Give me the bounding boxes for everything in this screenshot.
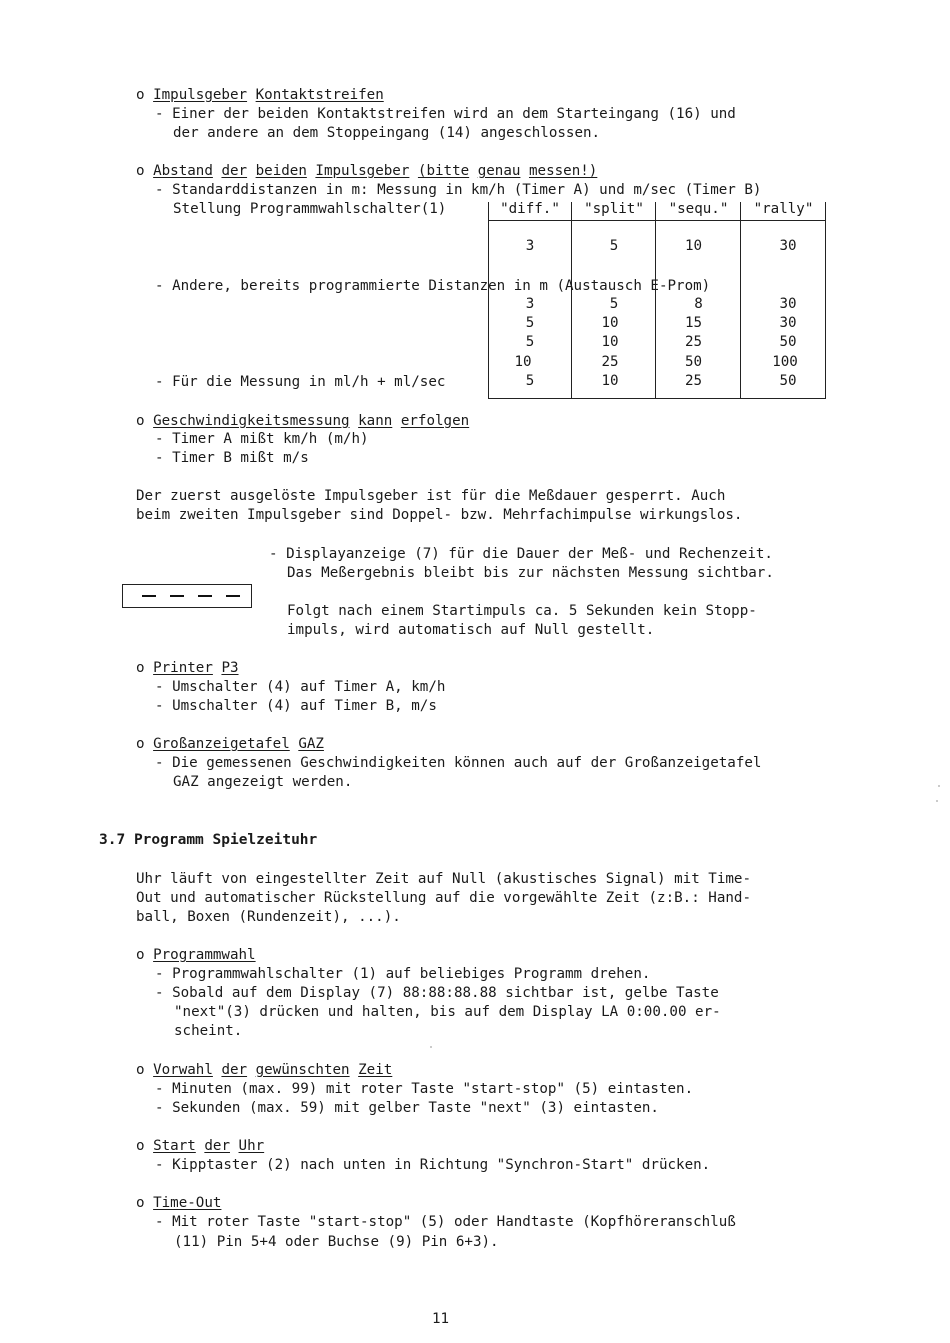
heading-word: Uhr <box>238 1138 265 1154</box>
table-cell: 10 <box>514 354 532 370</box>
section-heading <box>99 831 317 850</box>
table-cell: 8 <box>694 296 703 312</box>
table-cell: 50 <box>779 334 797 350</box>
heading-word: kann <box>358 413 393 429</box>
paragraph-line: beim zweiten Impulsgeber sind Doppel- bzw. Mehrfachimpulse wirkungslos. <box>136 507 743 523</box>
bullet: o <box>136 660 145 676</box>
impuls-heading <box>136 86 384 105</box>
table-cell: 50 <box>684 354 703 370</box>
heading-word: der <box>221 1062 248 1078</box>
heading-word: Zeit <box>358 1062 393 1078</box>
abstand-andere-line: - Andere, bereits programmierte Distanzen in m (Austausch E-Prom) <box>155 278 711 294</box>
start-heading <box>136 1137 264 1156</box>
heading-word: der <box>221 163 248 179</box>
start-line: - Kipptaster (2) nach unten in Richtung "Synchron-Start" drücken. <box>155 1157 711 1173</box>
bullet: o <box>136 1138 145 1154</box>
switch-label: Stellung Programmwahlschalter(1) <box>173 201 447 217</box>
table-cell: 5 <box>609 296 619 312</box>
table-cell: 30 <box>779 296 797 312</box>
table-header: "split" <box>584 201 644 217</box>
table-cell: 100 <box>772 354 798 370</box>
printer-line: - Umschalter (4) auf Timer A, km/h <box>155 679 446 695</box>
heading-word: Abstand <box>153 163 213 179</box>
heading-word: der <box>204 1138 230 1154</box>
table-rule <box>488 220 825 221</box>
timeout-line: (11) Pin 5+4 oder Buchse (9) Pin 6+3). <box>174 1234 499 1250</box>
scan-speck <box>936 800 938 802</box>
heading-word: Start <box>153 1138 196 1154</box>
table-cell: 15 <box>684 315 703 331</box>
heading-word: beiden <box>255 163 307 179</box>
bullet: o <box>136 1195 145 1211</box>
gaz-heading <box>136 735 324 754</box>
timeout-line: - Mit roter Taste "start-stop" (5) oder Handtaste (Kopfhöreranschluß <box>155 1214 736 1230</box>
bullet: o <box>136 947 145 963</box>
heading-word: gewünschten <box>255 1062 350 1078</box>
table-cell: 25 <box>684 373 703 389</box>
abstand-heading <box>136 162 597 181</box>
impuls-line: - Einer der beiden Kontaktstreifen wird an dem Starteingang (16) und <box>155 106 736 122</box>
table-cell: 30 <box>779 238 797 254</box>
dash <box>198 595 212 597</box>
gaz-line: GAZ angezeigt werden. <box>173 774 353 790</box>
display-line: - Displayanzeige (7) für die Dauer der Meß- und Rechenzeit. <box>269 546 773 562</box>
gaz-line: - Die gemessenen Geschwindigkeiten können auch auf der Großanzeigetafel <box>155 755 762 771</box>
abstand-fuer-line: - Für die Messung in ml/h + ml/sec <box>155 374 446 390</box>
dash <box>226 595 240 597</box>
scan-speck <box>430 1046 432 1048</box>
programmwahl-line: "next"(3) drücken und halten, bis auf dem Display LA 0:00.00 er- <box>174 1004 721 1020</box>
intro-line: Out und automatischer Rückstellung auf die vorgewählte Zeit (z:B.: Hand- <box>136 890 751 906</box>
programmwahl-heading <box>136 946 256 965</box>
heading-word: Großanzeigetafel <box>153 736 290 752</box>
bullet: o <box>136 163 145 179</box>
dash <box>142 595 156 597</box>
programmwahl-line: - Sobald auf dem Display (7) 88:88:88.88 sichtbar ist, gelbe Taste <box>155 985 719 1001</box>
printer-heading <box>136 659 239 678</box>
table-cell: 3 <box>525 296 535 312</box>
table-cell: 10 <box>601 373 619 389</box>
heading-word: GAZ <box>298 736 324 752</box>
page-number: 11 <box>432 1311 450 1327</box>
heading-word: genau <box>477 163 521 179</box>
table-cell: 5 <box>525 373 535 389</box>
display-line: Folgt nach einem Startimpuls ca. 5 Sekunden kein Stopp- <box>287 603 757 619</box>
dash <box>170 595 184 597</box>
table-cell: 3 <box>525 238 535 254</box>
bullet: o <box>136 413 145 429</box>
vorwahl-heading <box>136 1061 392 1080</box>
paragraph-line: Der zuerst ausgelöste Impulsgeber ist für die Meßdauer gesperrt. Auch <box>136 488 726 504</box>
heading-word: (bitte <box>417 163 470 179</box>
timeout-heading <box>136 1194 221 1213</box>
display-line: Das Meßergebnis bleibt bis zur nächsten Messung sichtbar. <box>287 565 774 581</box>
display-line: impuls, wird automatisch auf Null gestellt. <box>287 622 655 638</box>
table-cell: 5 <box>525 315 535 331</box>
heading-word: Impulsgeber <box>315 163 410 179</box>
intro-line: Uhr läuft von eingestellter Zeit auf Null (akustisches Signal) mit Time- <box>136 871 751 887</box>
heading-word: erfolgen <box>400 413 470 429</box>
bullet: o <box>136 1062 145 1078</box>
heading-word: Vorwahl <box>153 1062 213 1078</box>
table-rule <box>488 398 826 399</box>
heading-word: P3 <box>221 660 239 676</box>
heading-word: Kontaktstreifen <box>255 87 384 103</box>
vorwahl-line: - Sekunden (max. 59) mit gelber Taste "next" (3) eintasten. <box>155 1100 659 1116</box>
table-rule <box>571 202 572 398</box>
table-cell: 25 <box>601 354 619 370</box>
programmwahl-line: - Programmwahlschalter (1) auf beliebiges Programm drehen. <box>155 966 651 982</box>
bullet: o <box>136 736 145 752</box>
vorwahl-line: - Minuten (max. 99) mit roter Taste "start-stop" (5) eintasten. <box>155 1081 694 1097</box>
display-dashes-illustration <box>122 584 252 608</box>
scan-speck <box>938 785 940 787</box>
impuls-line: der andere an dem Stoppeingang (14) angeschlossen. <box>173 125 601 141</box>
heading-word: Geschwindigkeitsmessung <box>153 413 350 429</box>
section-number: 3.7 <box>99 832 126 848</box>
heading-word: Printer <box>153 660 213 676</box>
geschw-heading <box>136 412 469 431</box>
heading-word: Time-Out <box>153 1195 222 1211</box>
heading-word: messen!) <box>528 163 598 179</box>
table-header: "rally" <box>753 201 814 217</box>
geschw-line: - Timer A mißt km/h (m/h) <box>155 431 369 447</box>
table-rule <box>488 202 489 398</box>
table-cell: 5 <box>525 334 535 350</box>
abstand-standard-line: - Standarddistanzen in m: Messung in km/h (Timer A) und m/sec (Timer B) <box>155 182 762 198</box>
table-cell: 25 <box>684 334 703 350</box>
table-cell: 10 <box>601 334 619 350</box>
table-cell: 30 <box>779 315 797 331</box>
intro-line: ball, Boxen (Rundenzeit), ...). <box>136 909 401 925</box>
table-rule <box>740 202 741 398</box>
table-cell: 10 <box>684 238 703 254</box>
heading-word: Impulsgeber <box>153 87 248 103</box>
printer-line: - Umschalter (4) auf Timer B, m/s <box>155 698 437 714</box>
bullet: o <box>136 87 145 103</box>
geschw-line: - Timer B mißt m/s <box>155 450 309 466</box>
table-header: "diff." <box>500 201 560 217</box>
programmwahl-line: scheint. <box>174 1023 243 1039</box>
table-header: "sequ." <box>668 201 729 217</box>
table-cell: 50 <box>779 373 797 389</box>
table-rule <box>655 202 656 398</box>
heading-word: Programmwahl <box>153 947 256 963</box>
section-title: Programm Spielzeituhr <box>133 832 318 848</box>
table-cell: 5 <box>609 238 619 254</box>
table-cell: 10 <box>601 315 619 331</box>
